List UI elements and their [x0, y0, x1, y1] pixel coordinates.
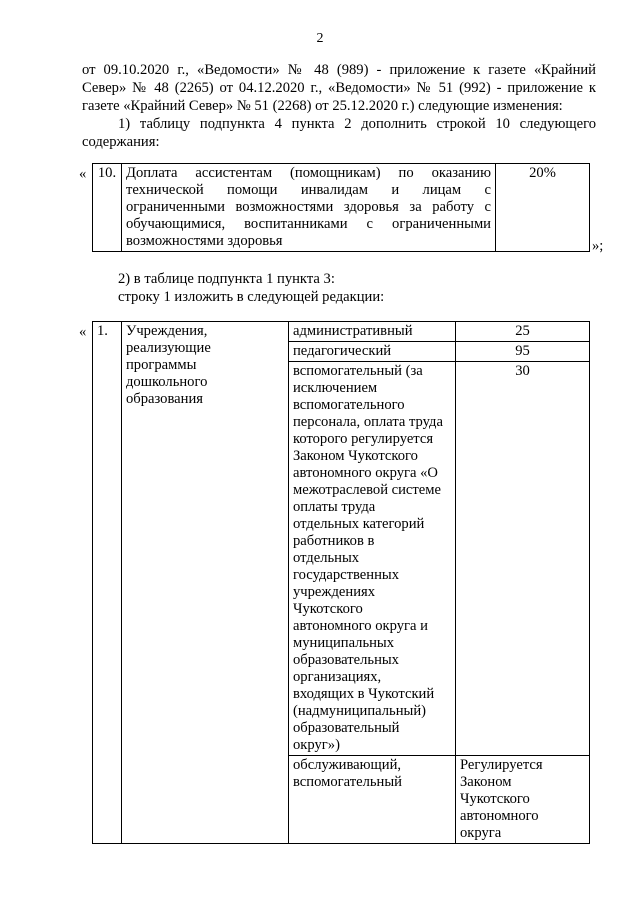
table1-text-line: обучающимися, воспитанниками с ограниченными	[126, 216, 491, 232]
institution-line: реализующие	[126, 340, 211, 356]
category-line: вспомогательный (за	[293, 363, 423, 379]
category-line: муниципальных	[293, 635, 395, 651]
item2-line-1: 2) в таблице подпункта 1 пункта 3:	[118, 271, 335, 287]
category-line: межотраслевой системе	[293, 482, 441, 498]
value-line: Чукотского	[460, 791, 530, 807]
category-line: которого регулируется	[293, 431, 434, 447]
table-row	[93, 322, 590, 342]
page-number: 2	[316, 31, 324, 46]
institution-line: программы	[126, 357, 197, 373]
category-line: автономного округа «О	[293, 465, 438, 481]
category-line: вспомогательного	[293, 397, 405, 413]
value-cell: 95	[456, 342, 590, 362]
value-cell: 30	[456, 362, 590, 756]
category-cell	[289, 756, 456, 844]
category-line: исключением	[293, 380, 378, 396]
intro-line-1: от 09.10.2020 г., «Ведомости» № 48 (989) - приложение к газете «Крайний	[82, 62, 596, 78]
table-row-10	[92, 163, 590, 252]
category-cell	[289, 362, 456, 756]
intro-line-2: Север» № 48 (2265) от 04.12.2020 г., «Ведомости» № 51 (992) - приложение к	[82, 80, 596, 96]
category-line: отдельных	[293, 550, 360, 566]
table1-text-line: технической помощи инвалидам и лицам с	[126, 182, 491, 198]
table1-text-line: возможностями здоровья	[126, 233, 283, 249]
category-line: отдельных категорий	[293, 516, 425, 532]
category-line: организациях,	[293, 669, 382, 685]
value-line: Регулируется	[460, 757, 543, 773]
category-line: округ»)	[293, 737, 340, 753]
table2-institution	[122, 322, 289, 844]
category-line: государственных	[293, 567, 400, 583]
item1-line-1: 1) таблицу подпункта 4 пункта 2 дополнить строкой 10 следующего	[118, 116, 596, 132]
item1-line-2: содержания:	[82, 134, 160, 150]
table2-open-quote: «	[79, 324, 87, 340]
category-line: учреждениях	[293, 584, 376, 600]
table-row	[93, 164, 590, 252]
category-line: (надмуниципальный)	[293, 703, 426, 719]
category-line: Законом Чукотского	[293, 448, 418, 464]
value-line: автономного	[460, 808, 539, 824]
item2-line-2: строку 1 изложить в следующей редакции:	[118, 289, 385, 305]
table1-close-quote: »;	[592, 238, 604, 254]
category-line: вспомогательный	[293, 774, 402, 790]
institution-line: Учреждения,	[126, 323, 208, 339]
table1-text-line: Доплата ассистентам (помощникам) по оказанию	[126, 165, 491, 181]
category-cell: педагогический	[289, 342, 456, 362]
category-line: образовательный	[293, 720, 400, 736]
institution-line: образования	[126, 391, 203, 407]
table1-text-line: ограниченными возможностями здоровья за работу с	[126, 199, 491, 215]
category-line: персонала, оплата труда	[293, 414, 443, 430]
category-line: оплаты труда	[293, 499, 376, 515]
table1-row-text	[122, 164, 496, 252]
category-line: обслуживающий,	[293, 757, 402, 773]
category-line: образовательных	[293, 652, 399, 668]
value-line: Законом	[460, 774, 512, 790]
table1-row-number: 10.	[93, 164, 122, 252]
institution-line: дошкольного	[126, 374, 208, 390]
category-line: Чукотского	[293, 601, 363, 617]
category-line: входящих в Чукотский	[293, 686, 435, 702]
table1-open-quote: «	[79, 166, 87, 182]
table1-row-value: 20%	[496, 164, 590, 252]
table2-row-number: 1.	[93, 322, 122, 844]
category-line: автономного округа и	[293, 618, 428, 634]
intro-line-3: газете «Крайний Север» № 51 (2268) от 25.12.2020 г.) следующие изменения:	[82, 98, 563, 114]
table-row-1	[92, 321, 590, 844]
category-cell: административный	[289, 322, 456, 342]
value-cell	[456, 756, 590, 844]
value-cell: 25	[456, 322, 590, 342]
value-line: округа	[460, 825, 502, 841]
category-line: работников в	[293, 533, 375, 549]
